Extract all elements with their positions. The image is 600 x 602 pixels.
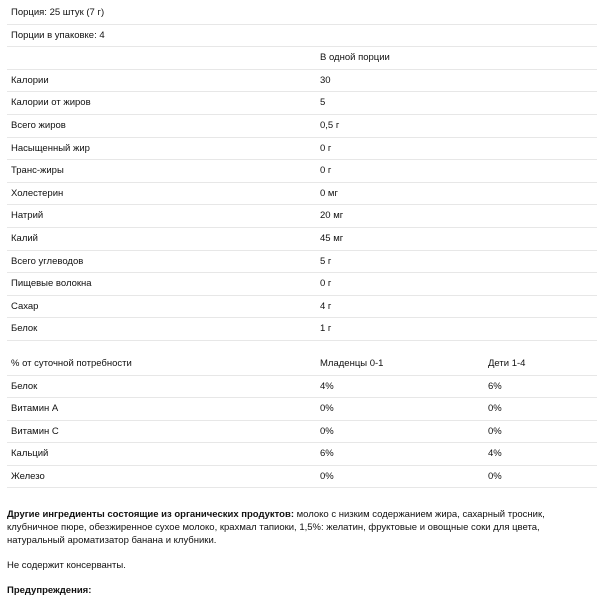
nutrient-name: Транс-жиры bbox=[11, 165, 64, 177]
nutrient-name: Всего углеводов bbox=[11, 255, 84, 267]
daily-nutrient-name: Витамин С bbox=[11, 425, 59, 437]
table-row bbox=[7, 205, 597, 228]
daily-nutrient-name: Белок bbox=[11, 380, 38, 392]
nutrition-header-row bbox=[7, 47, 597, 70]
nutrient-value: 0 мг bbox=[320, 187, 338, 199]
table-row bbox=[7, 296, 597, 319]
nutrient-value: 5 bbox=[320, 97, 326, 109]
serving-size: Порция: 25 штук (7 г) bbox=[11, 7, 105, 18]
children-value: 4% bbox=[488, 448, 502, 460]
nutrient-name: Всего жиров bbox=[11, 119, 66, 131]
daily-header: % от суточной потребности bbox=[11, 357, 132, 369]
infants-value: 0% bbox=[320, 470, 334, 482]
table-row bbox=[7, 318, 597, 341]
section-gap bbox=[7, 341, 597, 353]
nutrient-value: 0 г bbox=[320, 278, 332, 290]
table-row bbox=[7, 228, 597, 251]
table-row bbox=[7, 92, 597, 115]
children-header: Дети 1-4 bbox=[488, 357, 526, 369]
notes-section bbox=[7, 508, 597, 597]
table-row bbox=[7, 376, 597, 399]
nutrient-name: Белок bbox=[11, 323, 38, 335]
infants-header: Младенцы 0-1 bbox=[320, 357, 384, 369]
daily-nutrient-name: Железо bbox=[11, 470, 45, 482]
infants-value: 0% bbox=[320, 425, 334, 437]
servings-per-package-row bbox=[7, 25, 597, 48]
nutrient-name: Калий bbox=[11, 232, 38, 244]
table-row bbox=[7, 443, 597, 466]
infants-value: 4% bbox=[320, 380, 334, 392]
daily-nutrient-name: Кальций bbox=[11, 448, 49, 460]
nutrient-value: 30 bbox=[320, 74, 331, 86]
table-row bbox=[7, 115, 597, 138]
per-serving-header: В одной порции bbox=[320, 52, 390, 64]
nutrient-name: Холестерин bbox=[11, 187, 64, 199]
nutrition-document bbox=[7, 2, 597, 597]
warnings-label: Предупреждения: bbox=[7, 585, 92, 597]
serving-size-row bbox=[7, 2, 597, 25]
nutrient-value: 20 мг bbox=[320, 210, 344, 222]
nutrient-value: 0 г bbox=[320, 165, 332, 177]
table-row bbox=[7, 70, 597, 93]
table-row bbox=[7, 183, 597, 206]
nutrient-name: Пищевые волокна bbox=[11, 278, 92, 290]
infants-value: 0% bbox=[320, 403, 334, 415]
table-row bbox=[7, 398, 597, 421]
nutrient-value: 0 г bbox=[320, 142, 332, 154]
nutrient-name: Насыщенный жир bbox=[11, 142, 90, 154]
nutrient-name: Калории bbox=[11, 74, 49, 86]
nutrient-value: 45 мг bbox=[320, 232, 344, 244]
children-value: 6% bbox=[488, 380, 502, 392]
table-row bbox=[7, 466, 597, 489]
table-row bbox=[7, 421, 597, 444]
nutrient-value: 4 г bbox=[320, 300, 332, 312]
children-value: 0% bbox=[488, 425, 502, 437]
table-row bbox=[7, 273, 597, 296]
preservatives-note: Не содержит консерванты. bbox=[7, 560, 126, 572]
nutrient-value: 1 г bbox=[320, 323, 332, 335]
ingredients-text: молоко с низким содержанием жира, сахарный тросник, клубничное пюре, обезжиренное сухое молоко, крахмал тапиоки, 1,5%: желатин, фруктовые и овощные соки для цвета, натуральный ароматизатор банана и клубники. bbox=[7, 509, 545, 547]
nutrient-name: Калории от жиров bbox=[11, 97, 91, 109]
warnings-paragraph bbox=[7, 584, 587, 597]
table-row bbox=[7, 251, 597, 274]
servings-per-package: Порции в упаковке: 4 bbox=[11, 29, 105, 41]
daily-header-row bbox=[7, 353, 597, 376]
infants-value: 6% bbox=[320, 448, 334, 460]
ingredients-label: Другие ингредиенты состоящие из органических продуктов: bbox=[7, 509, 294, 521]
nutrient-name: Натрий bbox=[11, 210, 44, 222]
nutrient-name: Сахар bbox=[11, 300, 39, 312]
nutrient-value: 5 г bbox=[320, 255, 332, 267]
table-row bbox=[7, 138, 597, 161]
children-value: 0% bbox=[488, 470, 502, 482]
ingredients-paragraph bbox=[7, 508, 587, 547]
table-row bbox=[7, 160, 597, 183]
daily-nutrient-name: Витамин А bbox=[11, 403, 59, 415]
children-value: 0% bbox=[488, 403, 502, 415]
nutrient-value: 0,5 г bbox=[320, 119, 340, 131]
